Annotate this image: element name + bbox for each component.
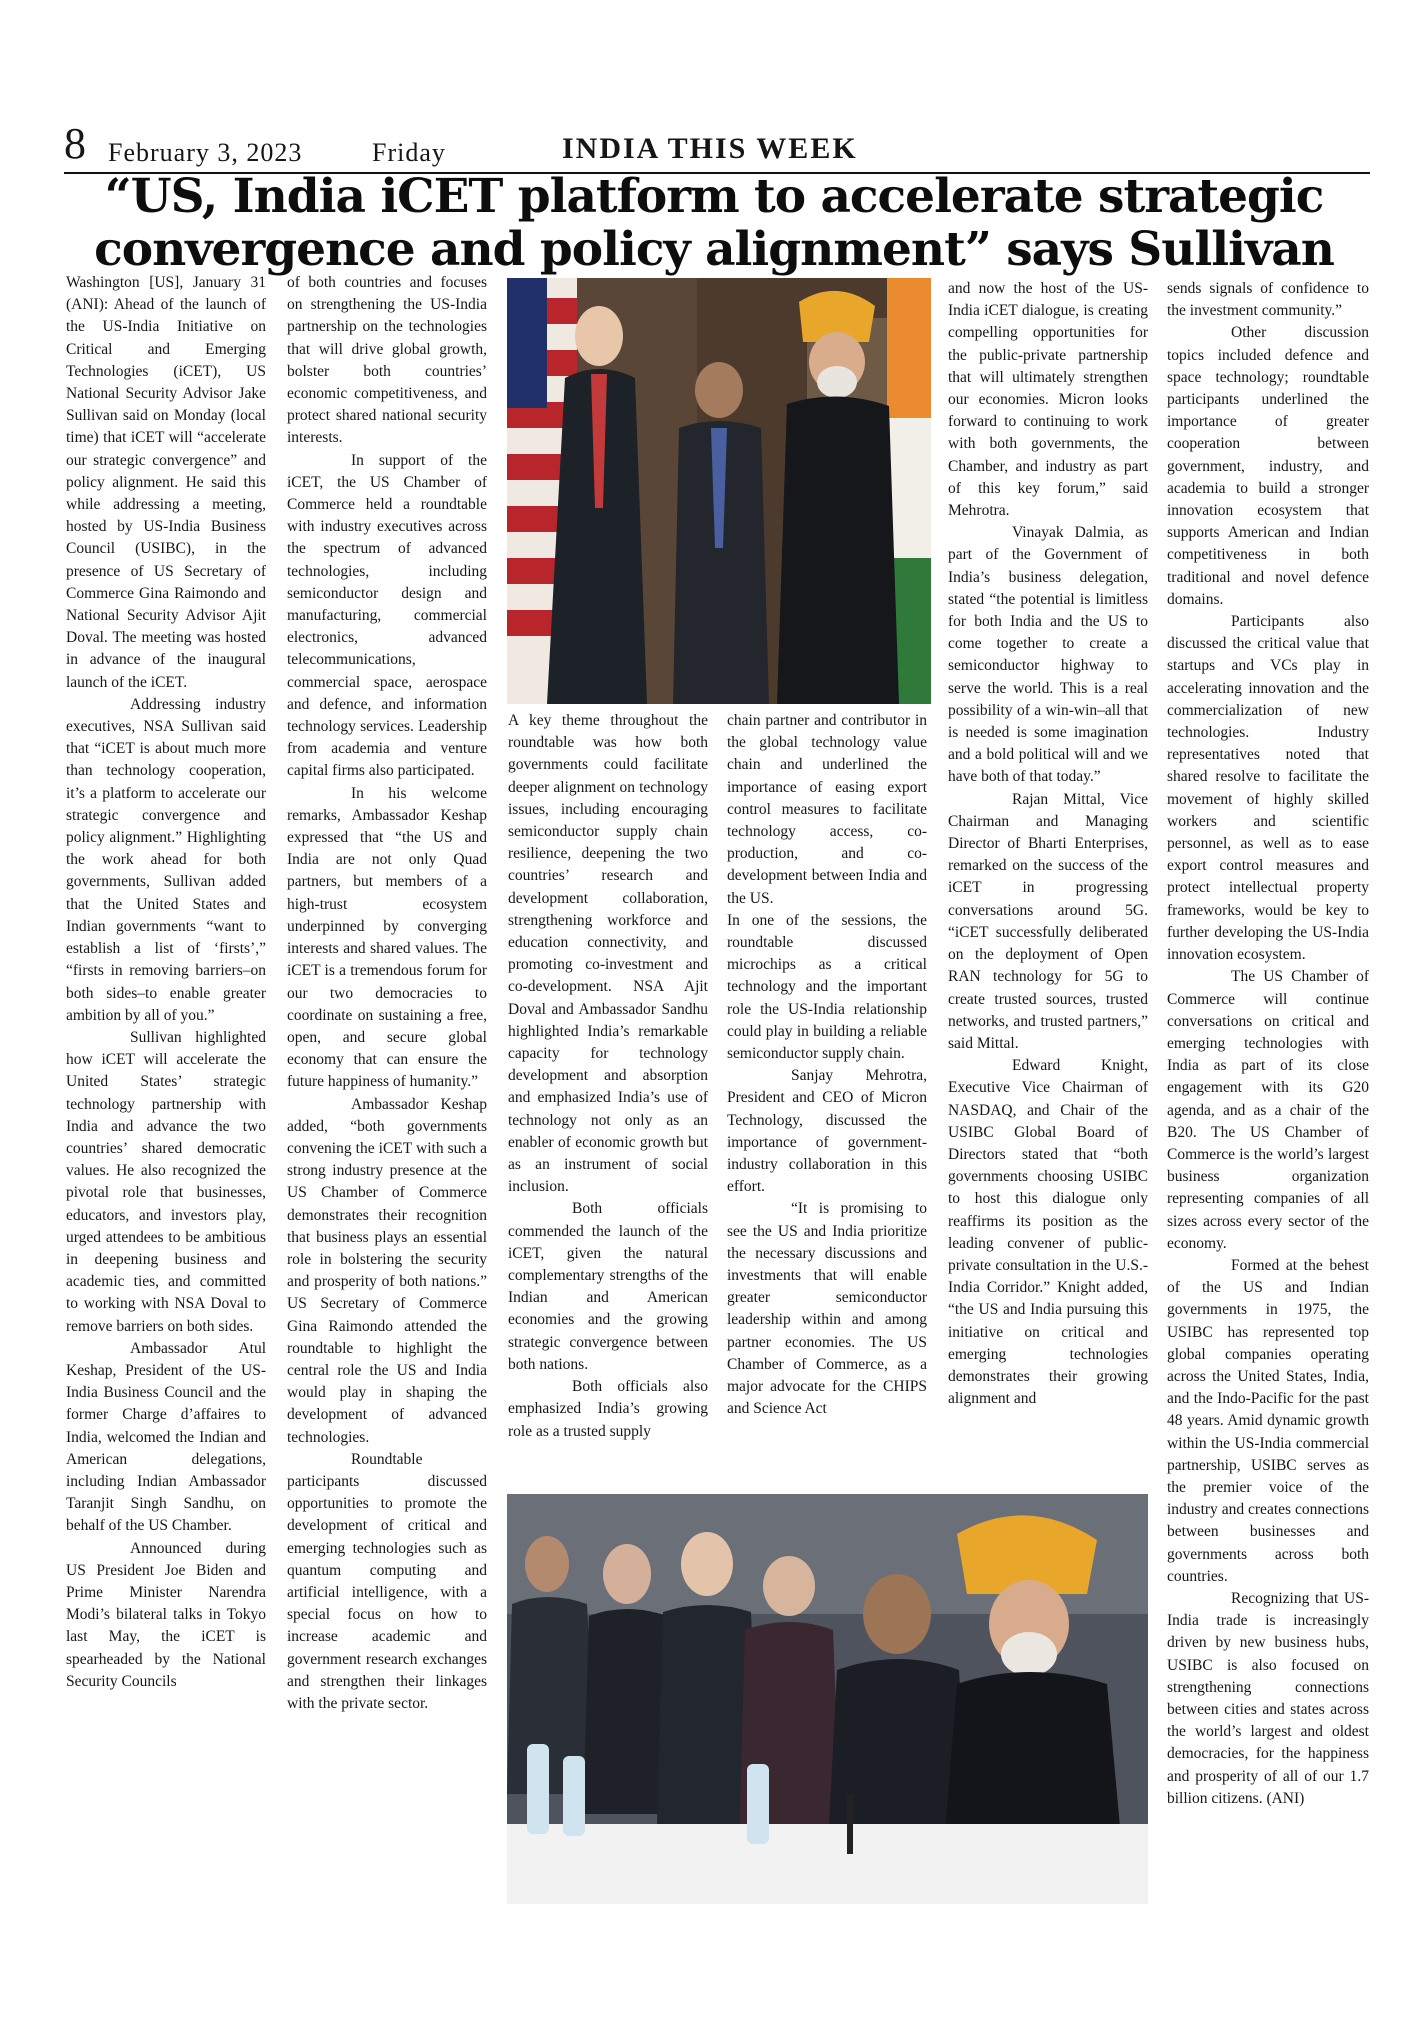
- microphone: [847, 1794, 853, 1854]
- headline-line-1: “US, India iCET platform to accelerate strategic: [104, 169, 1324, 224]
- paragraph: chain partner and contributor in the global technology value chain and underlined the importance of easing export control measures to facilitate technology access, co-production, and co-development between India and the US.: [727, 712, 927, 907]
- paragraph: In support of the iCET, the US Chamber of Commerce held a roundtable with industry executives across the spectrum of advanced technologies, including semiconductor design and manufacturing, commercial electronics, advanced telecommunications, commercial space, aerospace and defence, and information technology services. Leadership from academia and venture capital firms also participated.: [287, 451, 487, 780]
- article-column-5: [948, 278, 1148, 1410]
- paragraph: Ambassador Atul Keshap, President of the US-India Business Council and the former Charge d’affaires to India, welcomed the Indian and American delegations, including Indian Ambassador Taranjit Singh Sandhu, on behalf of the US Chamber.: [66, 1339, 266, 1535]
- paragraph: Ambassador Keshap added, “both governments convening the iCET with such a strong industry presence at the US Chamber of Commerce demonstrates their recognition that business plays an essential role in bolstering the security and prosperity of both nations.” US Secretary of Commerce Gina Raimondo attended the roundtable to highlight the central role the US and India would play in shaping the development of advanced technologies.: [287, 1095, 487, 1446]
- paragraph: Roundtable participants discussed opportunities to promote the development of critical and emerging technologies such as quantum computing and artificial intelligence, with a special focus on how to increase academic and government research exchanges and strengthen their linkages with the private sector.: [287, 1450, 487, 1712]
- paragraph: of both countries and focuses on strengthening the US-India partnership on the technologies that will drive global growth, bolster both countries’ economic competitiveness, and protect shared national security interests.: [287, 274, 487, 447]
- photo-officials-illustration: [507, 278, 931, 704]
- paragraph: Formed at the behest of the US and Indian governments in 1975, the USIBC has represented top global companies operating across the United States, India, and the Indo-Pacific for the past 48 years. Amid dynamic growth within the US-India commercial partnership, USIBC serves as the premier voice of the industry and creates connections between businesses and governments across both countries.: [1167, 1256, 1369, 1585]
- masthead: [64, 119, 1370, 172]
- article-column-3: [508, 710, 708, 1443]
- conference-table: [507, 1824, 1148, 1904]
- paragraph: In one of the sessions, the roundtable discussed microchips as a critical technology and the important role the US-India relationship could play in building a reliable semiconductor supply chain.: [727, 911, 927, 1063]
- page-number: 8: [64, 119, 86, 168]
- paragraph: and now the host of the US-India iCET dialogue, is creating compelling opportunities for the public-private partnership that will ultimately strengthen our economies. Micron looks forward to continuing to work with both governments, the Chamber, and industry as part of this key forum,” said Mehrotra.: [948, 280, 1148, 520]
- paragraph: Participants also discussed the critical value that startups and VCs play in accelerating innovation and the commercialization of new technologies. Industry representatives noted that shared resolve to facilitate the movement of highly skilled workers and scientific personnel, as well as to ease export control measures and protect intellectual property frameworks, would be key to further developing the US-India innovation ecosystem.: [1167, 613, 1369, 964]
- paragraph: The US Chamber of Commerce will continue conversations on critical and emerging technologies with India as part of its close engagement with its G20 agenda, and as a chair of the B20. The US Chamber of Commerce is the world’s largest business organization representing companies of all sizes across every sector of the economy.: [1167, 968, 1369, 1252]
- photo-officials-with-flags: [507, 278, 931, 704]
- photo-roundtable-meeting: [507, 1494, 1148, 1904]
- article-column-6: [1167, 278, 1369, 1810]
- article-headline: [0, 170, 1428, 276]
- paragraph: Rajan Mittal, Vice Chairman and Managing Director of Bharti Enterprises, remarked on the success of the iCET in progressing conversations around 5G. “iCET successfully deliberated on the deployment of Open RAN technology for 5G to create trusted sources, trusted networks, and trusted partners,” said Mittal.: [948, 790, 1148, 1052]
- paragraph: Sullivan highlighted how iCET will accelerate the United States’ strategic technology partnership with India and advance the two countries’ shared democratic values. He also recognized the pivotal role that businesses, educators, and investors play, urged attendees to be ambitious in deepening business and academic ties, and committed to working with NSA Doval to remove barriers on both sides.: [66, 1028, 266, 1335]
- issue-day: Friday: [372, 138, 446, 167]
- paragraph: Edward Knight, Executive Vice Chairman of NASDAQ, and Chair of the USIBC Global Board of Directors stated that “both governments choosing USIBC to host this dialogue only reaffirms its position as the leading convener of public-private consultation in the U.S.-India Corridor.” Knight added, “the US and India pursuing this initiative on critical and emerging technologies demonstrates their growing alignment and: [948, 1057, 1148, 1408]
- paragraph: Sanjay Mehrotra, President and CEO of Micron Technology, discussed the importance of government-industry collaboration in this effort.: [727, 1067, 927, 1196]
- paragraph: Both officials commended the launch of the iCET, given the natural complementary strengths of the Indian and American economies and the growing strategic convergence between both nations.: [508, 1200, 708, 1373]
- article-column-1: [66, 272, 266, 1693]
- paragraph: Announced during US President Joe Biden and Prime Minister Narendra Modi’s bilateral talks in Tokyo last May, the iCET is spearheaded by the National Security Councils: [66, 1539, 266, 1690]
- paragraph: Other discussion topics included defence and space technology; roundtable participants underlined the importance of greater cooperation between government, industry, and academia to build a stronger innovation ecosystem that supports American and Indian competitiveness in both traditional and novel defence domains.: [1167, 324, 1369, 608]
- paragraph: Vinayak Dalmia, as part of the Government of India’s business delegation, stated “the potential is limitless for both India and the US to come together to create a semiconductor highway to serve the world. This is a real possibility of a win-win–all that is needed is some imagination and a bold political will and we have both of that today.”: [948, 524, 1148, 786]
- publication-name: INDIA THIS WEEK: [562, 132, 858, 165]
- issue-date: February 3, 2023: [108, 138, 303, 167]
- photo-roundtable-illustration: [507, 1494, 1148, 1904]
- paragraph: Both officials also emphasized India’s growing role as a trusted supply: [508, 1378, 708, 1440]
- paragraph: Addressing industry executives, NSA Sullivan said that “iCET is about much more than technology cooperation, it’s a platform to accelerate our strategic convergence and policy alignment.” Highlighting the work ahead for both governments, Sullivan added that the United States and Indian governments “want to establish a list of ‘firsts’,” “firsts in removing barriers–on both sides–to enable greater ambition by all of you.”: [66, 695, 266, 1024]
- paragraph: A key theme throughout the roundtable was how both governments could facilitate deeper alignment on technology issues, including encouraging semiconductor supply chain resilience, deepening the two countries’ research and development collaboration, strengthening workforce and education connectivity, and promoting co-investment and co-development. NSA Ajit Doval and Ambassador Sandhu highlighted India’s remarkable capacity for technology development and absorption and emphasized India’s use of technology not only as an enabler of economic growth but as an instrument of social inclusion.: [508, 712, 708, 1196]
- paragraph: sends signals of confidence to the investment community.”: [1167, 280, 1369, 320]
- paragraph: In his welcome remarks, Ambassador Keshap expressed that “the US and India are not only Quad partners, but members of a high-trust ecosystem underpinned by converging interests and shared values. The iCET is a tremendous forum for our two democracies to coordinate on sustaining a free, open, and secure global economy that can ensure the future happiness of humanity.”: [287, 784, 487, 1091]
- paragraph: Washington [US], January 31 (ANI): Ahead of the launch of the US-India Initiative on Critical and Emerging Technologies (iCET), US National Security Advisor Jake Sullivan said on Monday (local time) that iCET will “accelerate our strategic convergence” and policy alignment. He said this while addressing a meeting, hosted by US-India Business Council (USIBC), in the presence of US Secretary of Commerce Gina Raimondo and National Security Advisor Ajit Doval. The meeting was hosted in advance of the inaugural launch of the iCET.: [66, 274, 266, 691]
- paragraph: “It is promising to see the US and India prioritize the necessary discussions and investments that will enable greater semiconductor leadership within and among partner economies. The US Chamber of Commerce, as a major advocate for the CHIPS and Science Act: [727, 1200, 927, 1418]
- headline-line-2: convergence and policy alignment” says Sullivan: [94, 222, 1334, 277]
- article-column-4: [727, 710, 927, 1421]
- article-column-2: [287, 272, 487, 1715]
- paragraph: Recognizing that US-India trade is increasingly driven by new business hubs, USIBC is also focused on strengthening connections between cities and states across the world’s largest and oldest democracies, for the happiness and prosperity of all of our 1.7 billion citizens. (ANI): [1167, 1589, 1369, 1807]
